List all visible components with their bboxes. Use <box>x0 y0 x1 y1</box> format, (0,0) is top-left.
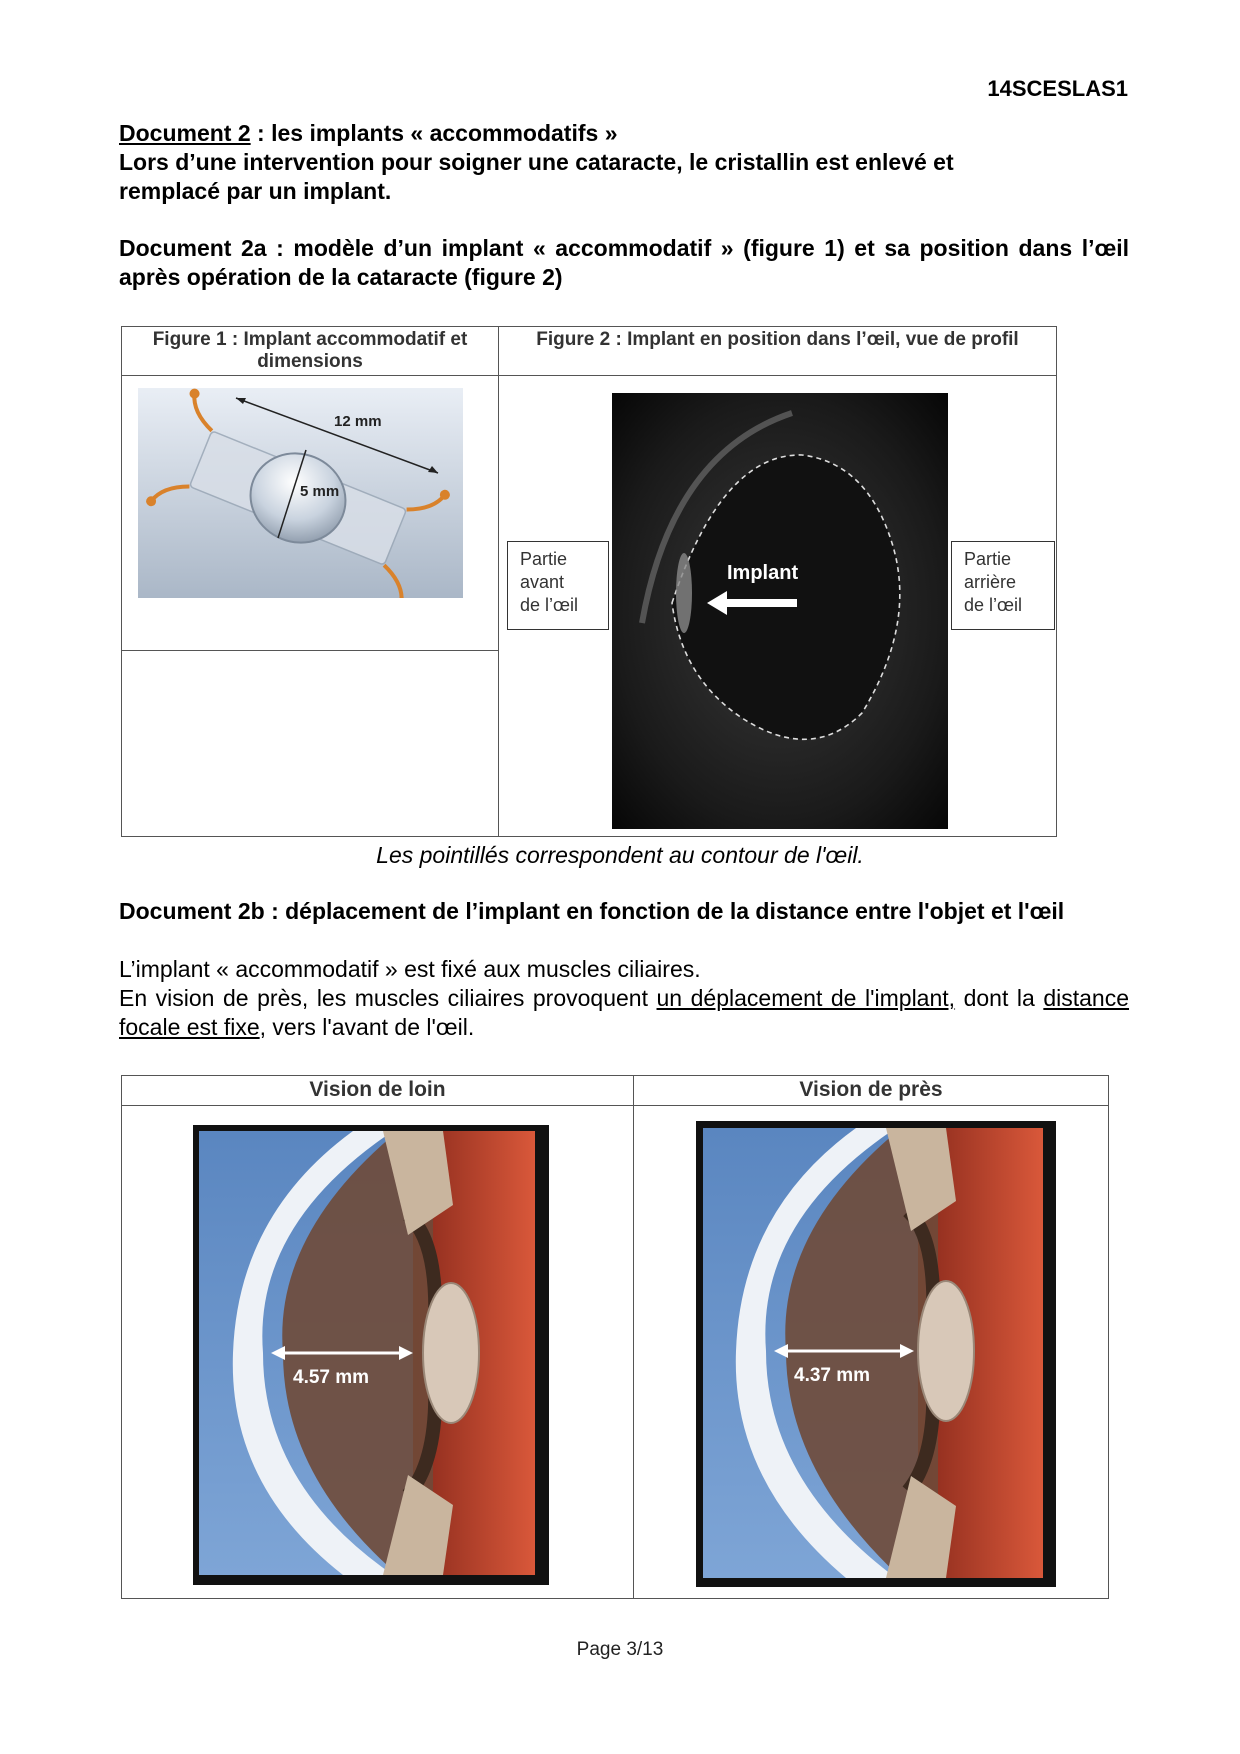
doc2-intro: Lors d’une intervention pour soigner une cataracte, le cristallin est enlevé et remplacé par un implant. <box>119 149 954 204</box>
line2-part-a: En vision de près, les muscles ciliaires provoquent <box>119 985 657 1011</box>
far-vision-cell <box>122 1106 634 1599</box>
doc2b-line2 <box>119 984 1129 1042</box>
line2-underlined-1: un déplacement de l'implant, <box>656 985 956 1011</box>
line2-underlined-2: distance focale est fixe <box>119 985 1130 1040</box>
doc2b-title: Document 2b : déplacement de l’implant en fonction de la distance entre l'objet et l'œil <box>119 898 1065 924</box>
doc2-heading <box>119 119 1129 148</box>
front-label-line1: Partie <box>520 549 568 569</box>
figure2-cell <box>499 376 1057 837</box>
far-distance-label: 4.57 mm <box>293 1367 370 1388</box>
back-label-line1: Partie <box>964 549 1012 569</box>
back-label-line2: arrière <box>964 572 1017 592</box>
doc2b-line1: L’implant « accommodatif » est fixé aux muscles ciliaires. <box>119 956 701 982</box>
figure1-header: Figure 1 : Implant accommodatif et dimensions <box>152 329 468 372</box>
figure1-header-cell <box>122 327 499 376</box>
page-number: Page 3/13 <box>576 1639 664 1660</box>
line2-part-b: dont la <box>955 985 1044 1011</box>
back-of-eye-label <box>951 541 1055 630</box>
eye-ultrasound-image <box>612 393 948 829</box>
doc2-title-underlined: Document 2 <box>119 120 251 146</box>
front-of-eye-label <box>507 541 609 630</box>
figure-caption: Les pointillés correspondent au contour de l'œil. <box>376 842 864 868</box>
figure-table-2a <box>121 326 1057 837</box>
doc2a-title: Document 2a : modèle d’un implant « accommodatif » (figure 1) et sa position dans l’œil après opération de la cataracte (figure 2) <box>119 235 1129 290</box>
implant-illustration <box>138 388 463 598</box>
far-vision-header-cell <box>122 1076 634 1106</box>
near-distance-label: 4.37 mm <box>794 1365 871 1386</box>
vision-table-2b <box>121 1075 1109 1599</box>
implant-diameter-label: 5 mm <box>300 483 340 500</box>
figure2-header: Figure 2 : Implant en position dans l’œil, vue de profil <box>536 329 1019 350</box>
front-label-line3: de l’œil <box>520 595 579 615</box>
figure2-header-cell <box>499 327 1057 376</box>
line2-part-c: , vers l'avant de l'œil. <box>259 1014 475 1040</box>
implant-length-label: 12 mm <box>334 413 382 430</box>
near-vision-cell <box>634 1106 1109 1599</box>
document-code: 14SCESLAS1 <box>987 76 1128 101</box>
far-vision-header: Vision de loin <box>309 1078 446 1101</box>
front-label-line2: avant <box>520 572 565 592</box>
implant-arrow-label: Implant <box>727 562 799 584</box>
doc2-title-rest: : les implants « accommodatifs » <box>250 120 618 146</box>
near-vision-header-cell <box>634 1076 1109 1106</box>
far-vision-eye-diagram <box>193 1125 549 1585</box>
near-vision-eye-diagram <box>696 1121 1056 1587</box>
near-vision-header: Vision de près <box>799 1078 943 1101</box>
back-label-line3: de l’œil <box>964 595 1023 615</box>
figure1-cell <box>122 376 499 837</box>
